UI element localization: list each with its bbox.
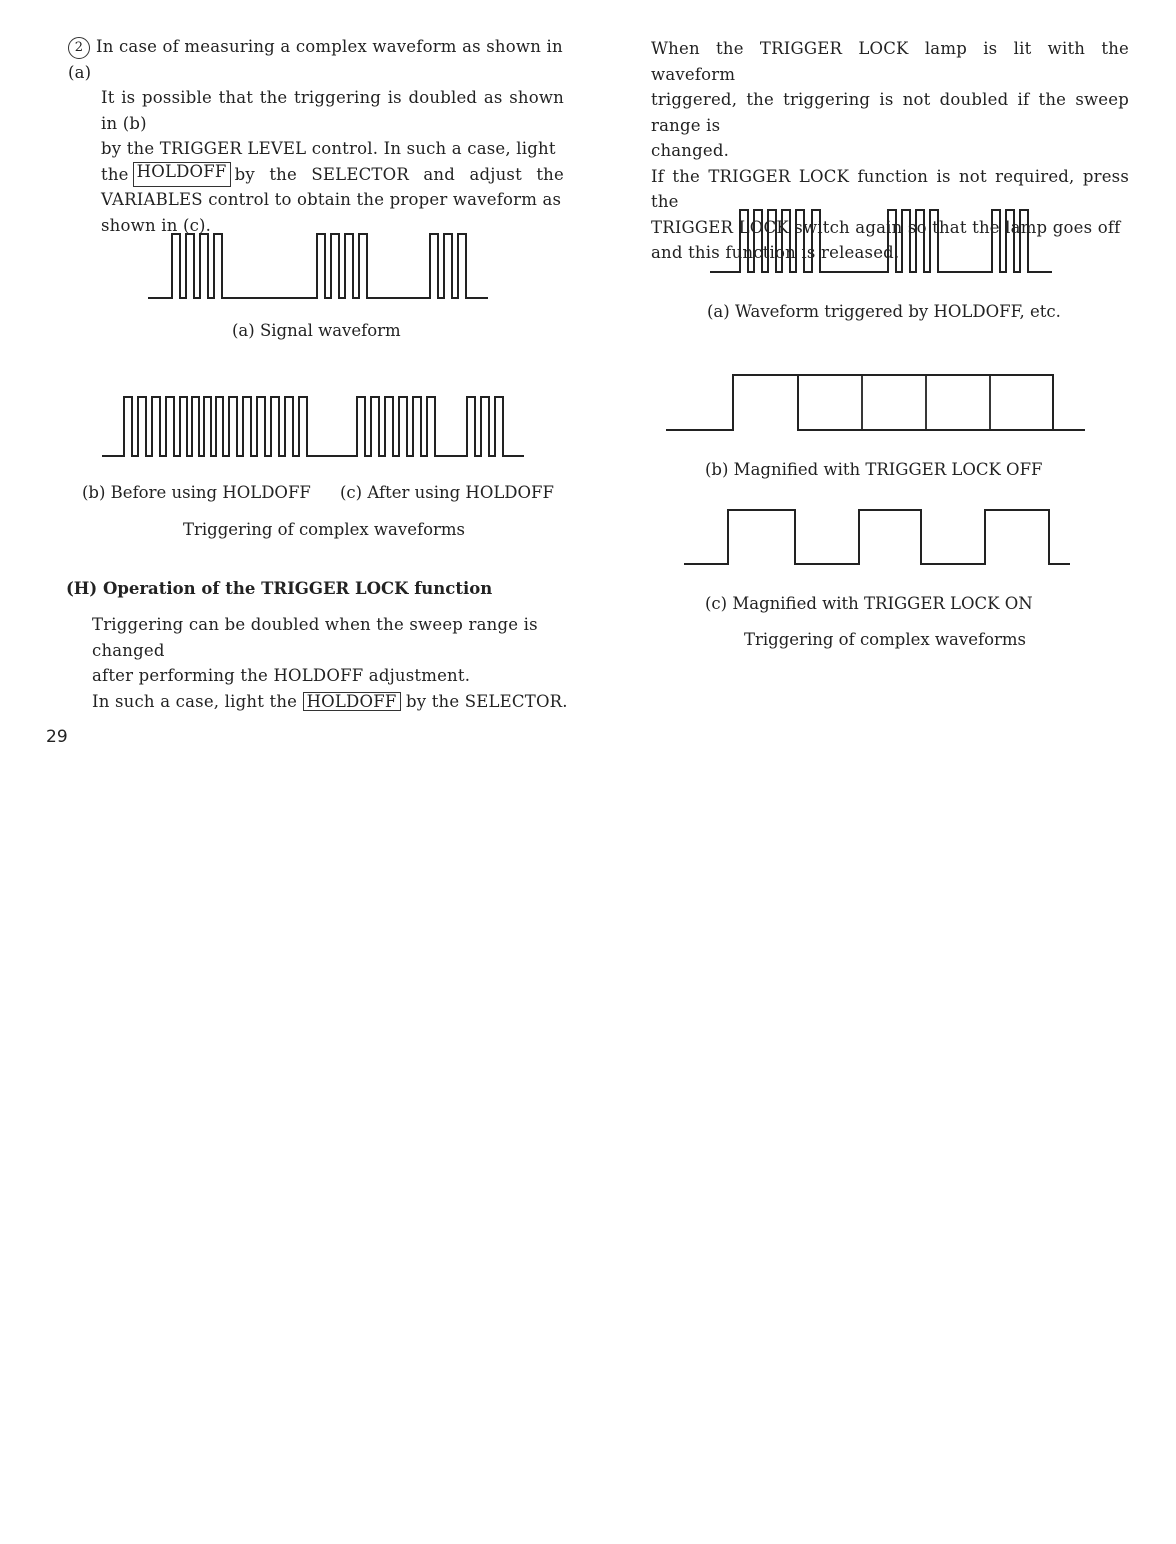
left-caption-b: (b) Before using HOLDOFF (82, 483, 311, 502)
left-para-line-3: by the TRIGGER LEVEL control. In such a case, light (101, 139, 556, 158)
left-figure-title: Triggering of complex waveforms (183, 520, 466, 539)
section-h-line-1: Triggering can be doubled when the sweep range is changed (92, 615, 538, 660)
left-caption-c: (c) After using HOLDOFF (340, 483, 554, 502)
right-para-line-1: When the TRIGGER LOCK lamp is lit with the waveform (651, 39, 1129, 84)
section-h-line-3: In such a case, light the HOLDOFF by the SELECTOR. (92, 691, 568, 711)
holdoff-key-label: HOLDOFF (133, 162, 231, 188)
right-para-line-2: triggered, the triggering is not doubled if the sweep range is (651, 90, 1129, 135)
left-para-line-4: the HOLDOFF by the SELECTOR and adjust the (101, 162, 564, 188)
left-para-line-6: shown in (c). (101, 215, 212, 235)
left-para-line-5: VARIABLES control to obtain the proper waveform as (101, 190, 562, 209)
left-para-line-2: It is possible that the triggering is doubled as shown in (b) (101, 88, 564, 133)
circled-number-marker: 2 (68, 37, 90, 59)
section-h-heading: (H) Operation of the TRIGGER LOCK function (66, 579, 493, 598)
right-para-line-3: changed. (651, 141, 730, 160)
right-para-line-5: TRIGGER LOCK switch again so that the lamp goes off (651, 217, 1121, 237)
right-para-line-4: If the TRIGGER LOCK function is not required, press the (651, 166, 1129, 211)
right-caption-b: (b) Magnified with TRIGGER LOCK OFF (705, 460, 1043, 479)
left-para-line-1: 2 In case of measuring a complex waveform as shown in (a) (68, 37, 563, 82)
right-para-line-6: and this function is released. (651, 243, 900, 262)
holdoff-key-label-2: HOLDOFF (303, 692, 401, 711)
page-number: 29 (46, 727, 68, 747)
section-h-line-2: after performing the HOLDOFF adjustment. (92, 666, 471, 685)
right-caption-c: (c) Magnified with TRIGGER LOCK ON (705, 594, 1033, 613)
right-caption-a: (a) Waveform triggered by HOLDOFF, etc. (707, 302, 1061, 321)
left-caption-a: (a) Signal waveform (232, 321, 401, 340)
right-figure-title: Triggering of complex waveforms (744, 630, 1027, 649)
